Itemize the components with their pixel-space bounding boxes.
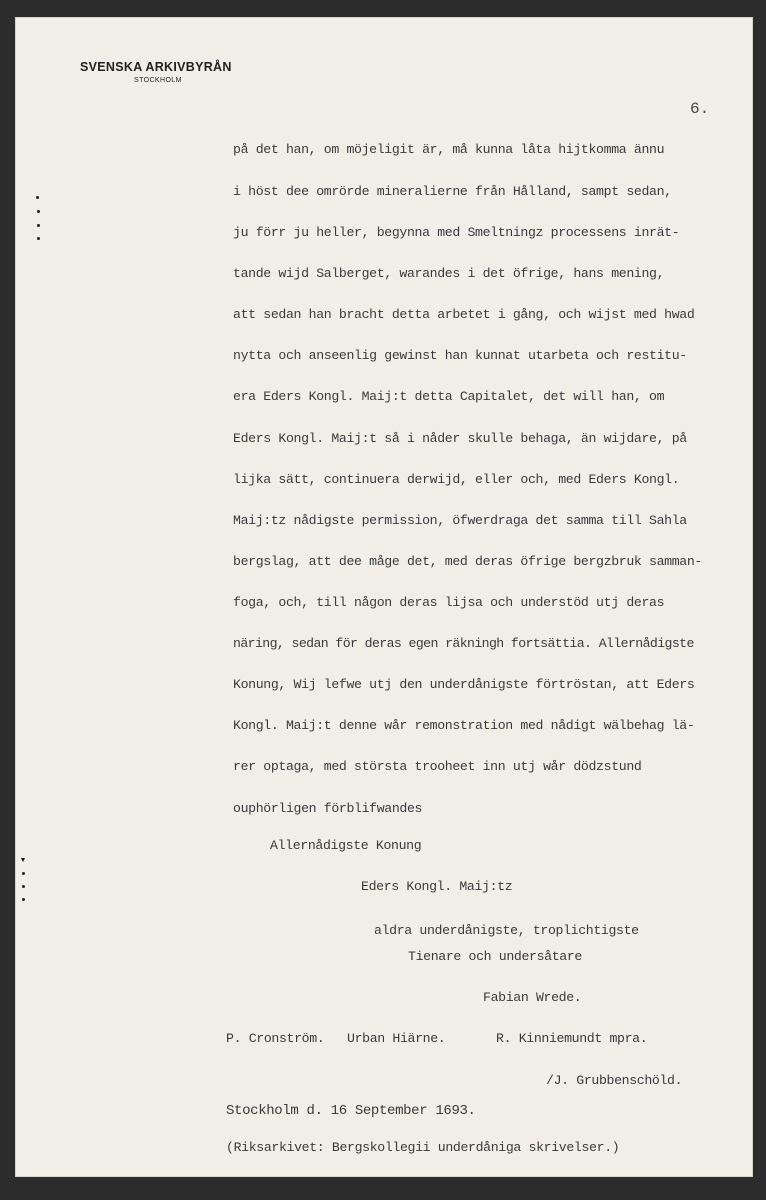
margin-mark xyxy=(22,898,25,901)
body-line: näring, sedan för deras egen räkningh fortsättia. Allernådigste xyxy=(233,636,694,651)
body-line: era Eders Kongl. Maij:t detta Capitalet, det will han, om xyxy=(233,389,665,404)
body-line: ouphörligen förblifwandes xyxy=(233,801,423,816)
body-line: Konung, Wij lefwe utj den underdånigste förtröstan, att Eders xyxy=(233,677,695,692)
body-line: nytta och anseenlig gewinst han kunnat utarbeta och restitu- xyxy=(233,348,687,363)
closing-salutation: Allernådigste Konung xyxy=(270,838,422,853)
margin-mark xyxy=(37,224,40,227)
margin-mark xyxy=(22,885,25,888)
body-line: ju förr ju heller, begynna med Smeltningz processens inrät- xyxy=(233,225,680,240)
body-line: rer optaga, med största trooheet inn utj wår dödzstund xyxy=(233,759,642,774)
closing-humble-1: aldra underdånigste, troplichtigste xyxy=(374,923,639,938)
body-line: tande wijd Salberget, warandes i det öfrige, hans mening, xyxy=(233,266,665,281)
body-line: foga, och, till någon deras lijsa och understöd utj deras xyxy=(233,595,665,610)
source-reference: (Riksarkivet: Bergskollegii underdåniga skrivelser.) xyxy=(226,1140,620,1155)
signature-wrede: Fabian Wrede. xyxy=(483,990,582,1005)
body-line: Eders Kongl. Maij:t så i nåder skulle behaga, än wijdare, på xyxy=(233,431,687,446)
closing-humble-2: Tienare och undersåtare xyxy=(408,949,582,964)
margin-mark xyxy=(36,196,39,199)
body-line: i höst dee omrörde mineralierne från Hålland, sampt sedan, xyxy=(233,184,672,199)
document-date: Stockholm d. 16 September 1693. xyxy=(226,1103,476,1119)
signature-cronstrom: P. Cronström. xyxy=(226,1031,325,1046)
body-line: bergslag, att dee måge det, med deras öfrige bergzbruk samman- xyxy=(233,554,702,569)
signature-kinniemundt: R. Kinniemundt mpra. xyxy=(496,1031,648,1046)
page-number: 6. xyxy=(690,100,710,118)
body-line: Maij:tz nådigste permission, öfwerdraga det samma till Sahla xyxy=(233,513,687,528)
letterhead-name: SVENSKA ARKIVBYRÅN xyxy=(80,60,232,74)
body-line: Kongl. Maij:t denne wår remonstration med nådigt wälbehag lä- xyxy=(233,718,695,733)
letterhead xyxy=(80,60,232,84)
body-line: att sedan han bracht detta arbetet i gång, och wijst med hwad xyxy=(233,307,695,322)
closing-address: Eders Kongl. Maij:tz xyxy=(361,879,513,894)
signature-grubbenschold: /J. Grubbenschöld. xyxy=(546,1073,683,1088)
body-line: lijka sätt, continuera derwijd, eller och, med Eders Kongl. xyxy=(233,472,680,487)
letterhead-city: STOCKHOLM xyxy=(134,77,182,84)
signature-hiarne: Urban Hiärne. xyxy=(347,1031,446,1046)
margin-mark xyxy=(37,237,40,240)
body-line: på det han, om möjeligit är, må kunna låta hijtkomma ännu xyxy=(233,142,665,157)
margin-mark xyxy=(37,210,40,213)
margin-mark xyxy=(22,872,25,875)
